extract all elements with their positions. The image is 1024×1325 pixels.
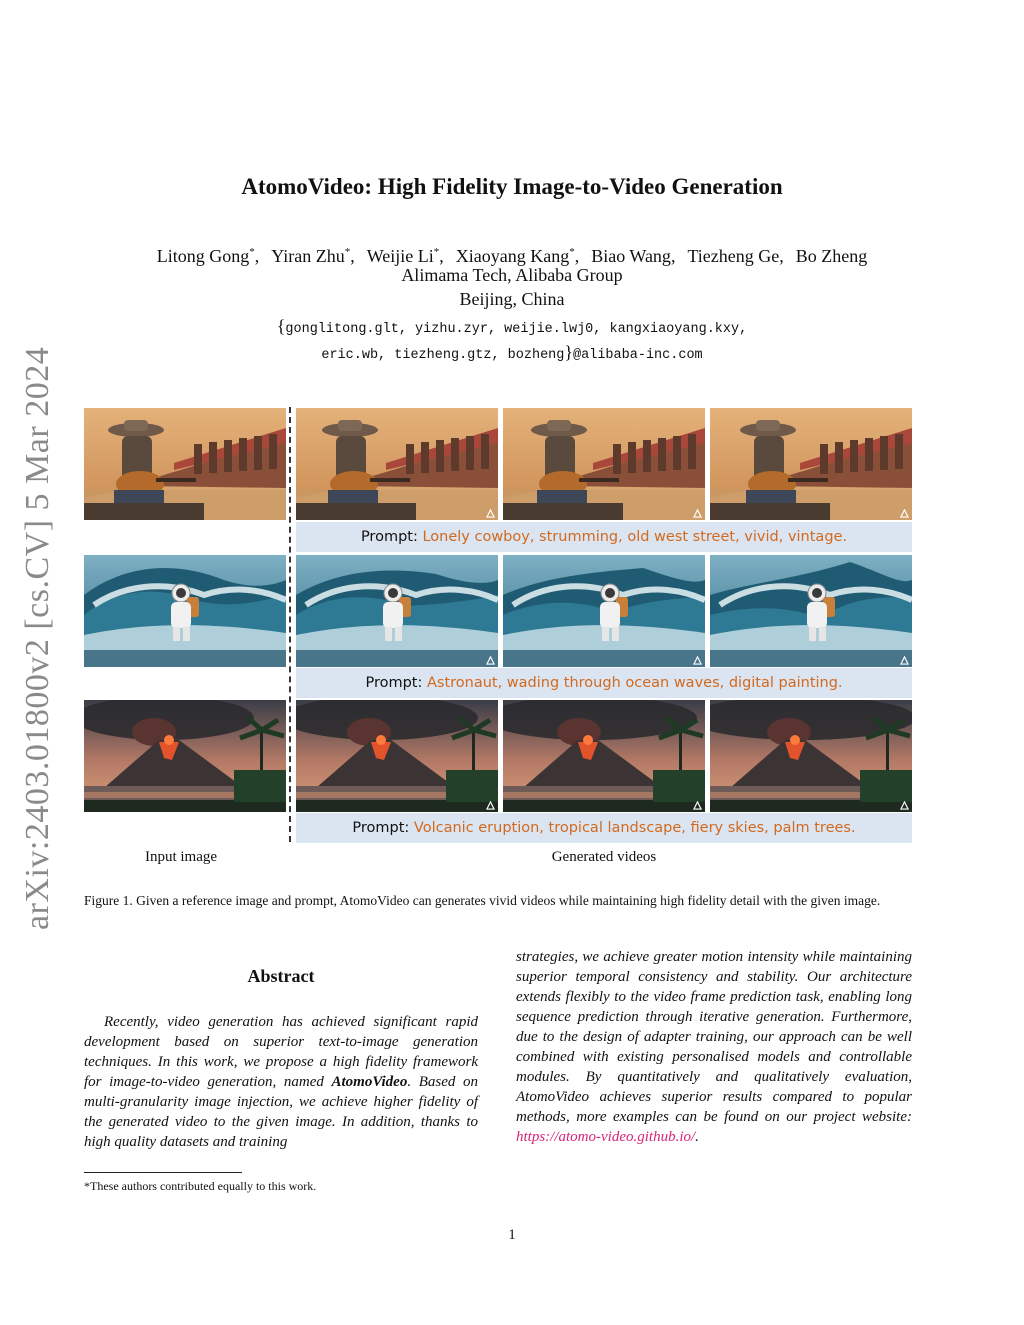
abstract-text: Recently, video generation has achieved significant rapid development based on superior text-to-image generation techniques. In this work, we propose a high fidelity framework for image-to-video generation, named: [84, 1014, 478, 1090]
prompt-text: Volcanic eruption, tropical landscape, fiery skies, palm trees.: [413, 820, 856, 836]
paper-title: AtomoVideo: High Fidelity Image-to-Video Generation: [241, 174, 783, 199]
author-name: Bo Zheng: [795, 246, 868, 266]
watermark-icon: [693, 656, 702, 665]
equal-contribution-mark: *: [249, 246, 255, 258]
generated-frame: [296, 700, 498, 812]
watermark-icon: [693, 801, 702, 810]
frame-illustration: [296, 555, 498, 667]
input-image: [84, 555, 286, 667]
figure-caption: Figure 1. Given a reference image and prompt, AtomoVideo can generates vivid videos while maintaining high fidelity detail with the given image.: [84, 893, 881, 908]
author-name: Yiran Zhu*,: [271, 246, 355, 266]
equal-contribution-mark: *: [344, 246, 351, 258]
author-name: Biao Wang,: [591, 246, 676, 266]
generated-frame: [296, 555, 498, 667]
frame-illustration: [503, 408, 705, 520]
footnote: *These authors contributed equally to this work.: [84, 1179, 317, 1193]
project-website-link[interactable]: https://atomo-video.github.io/: [516, 1129, 696, 1145]
prompt-text: Astronaut, wading through ocean waves, digital painting.: [426, 675, 843, 691]
generated-frame: [503, 555, 705, 667]
prompt-prefix: Prompt:: [360, 529, 423, 545]
frame-illustration: [84, 408, 286, 520]
email-line-2: eric.wb, tiezheng.gtz, bozheng: [321, 348, 565, 363]
email-domain: @alibaba-inc.com: [573, 348, 703, 363]
author-name: Litong Gong*,: [156, 246, 260, 266]
watermark-icon: [900, 656, 909, 665]
generated-frame: [710, 555, 912, 667]
input-image: [84, 408, 286, 520]
frame-illustration: [710, 700, 912, 812]
email-line-1: gonglitong.glt, yizhu.zyr, weijie.lwj0, kangxiaoyang.kxy,: [285, 322, 748, 337]
author-name: Weijie Li*,: [366, 246, 444, 266]
abstract-end: .: [695, 1129, 699, 1145]
abstract-text: . Based on multi-granularity image injection, we achieve higher fidelity of the generated video to the given image. In addition, thanks to high quality datasets and training: [84, 1074, 478, 1150]
watermark-icon: [693, 509, 702, 518]
method-name: AtomoVideo: [331, 1074, 408, 1090]
footnote-rule: [84, 1172, 242, 1173]
abstract-text: strategies, we achieve greater motion intensity while maintaining superior temporal consistency and stability. Our architecture extends flexibly to the video frame prediction task, enabling long sequence prediction through iterative generation. Furthermore, due to the design of adapter training, our approach can be well combined with existing personalised models and controllable modules. By quantitatively and qualitatively evaluation, AtomoVideo achieves superior results compared to popular methods, more examples can be found on our project website:: [516, 949, 912, 1125]
page-number: 1: [508, 1227, 516, 1243]
frame-illustration: [296, 408, 498, 520]
generated-frame: [296, 408, 498, 520]
generated-frame: [710, 700, 912, 812]
email-open-brace: {: [276, 316, 286, 336]
generated-videos-label: Generated videos: [551, 849, 657, 865]
generated-frame: [503, 700, 705, 812]
watermark-icon: [486, 656, 495, 665]
prompt-band-3: [296, 813, 912, 843]
prompt-text: Lonely cowboy, strumming, old west street, vivid, vintage.: [422, 529, 848, 545]
watermark-icon: [900, 801, 909, 810]
abstract-left-column: [84, 1012, 478, 1152]
author-name: Tiezheng Ge,: [687, 246, 784, 266]
arxiv-side-stamp: arXiv:2403.01800v2 [cs.CV] 5 Mar 2024: [19, 346, 56, 930]
equal-contribution-mark: *: [569, 246, 575, 258]
input-image-label: Input image: [144, 849, 218, 865]
prompt-band-1: [296, 522, 912, 552]
email-close-brace: }: [564, 342, 574, 362]
equal-contribution-mark: *: [433, 246, 440, 258]
prompt-prefix: Prompt:: [352, 820, 414, 836]
abstract-heading: Abstract: [247, 966, 315, 986]
generated-frame: [503, 408, 705, 520]
input-output-divider: [289, 407, 291, 842]
frame-illustration: [710, 555, 912, 667]
frame-illustration: [296, 700, 498, 812]
frame-illustration: [503, 555, 705, 667]
location: Beijing, China: [459, 289, 565, 309]
prompt-band-2: [296, 668, 912, 698]
frame-illustration: [84, 700, 286, 812]
generated-frame: [710, 408, 912, 520]
author-name: Xiaoyang Kang*,: [455, 246, 580, 266]
watermark-icon: [486, 801, 495, 810]
frame-illustration: [503, 700, 705, 812]
watermark-icon: [900, 509, 909, 518]
input-image: [84, 700, 286, 812]
frame-illustration: [84, 555, 286, 667]
prompt-prefix: Prompt:: [365, 675, 427, 691]
frame-illustration: [710, 408, 912, 520]
abstract-right-column: [516, 947, 912, 1147]
watermark-icon: [486, 509, 495, 518]
affiliation: Alimama Tech, Alibaba Group: [401, 265, 623, 285]
